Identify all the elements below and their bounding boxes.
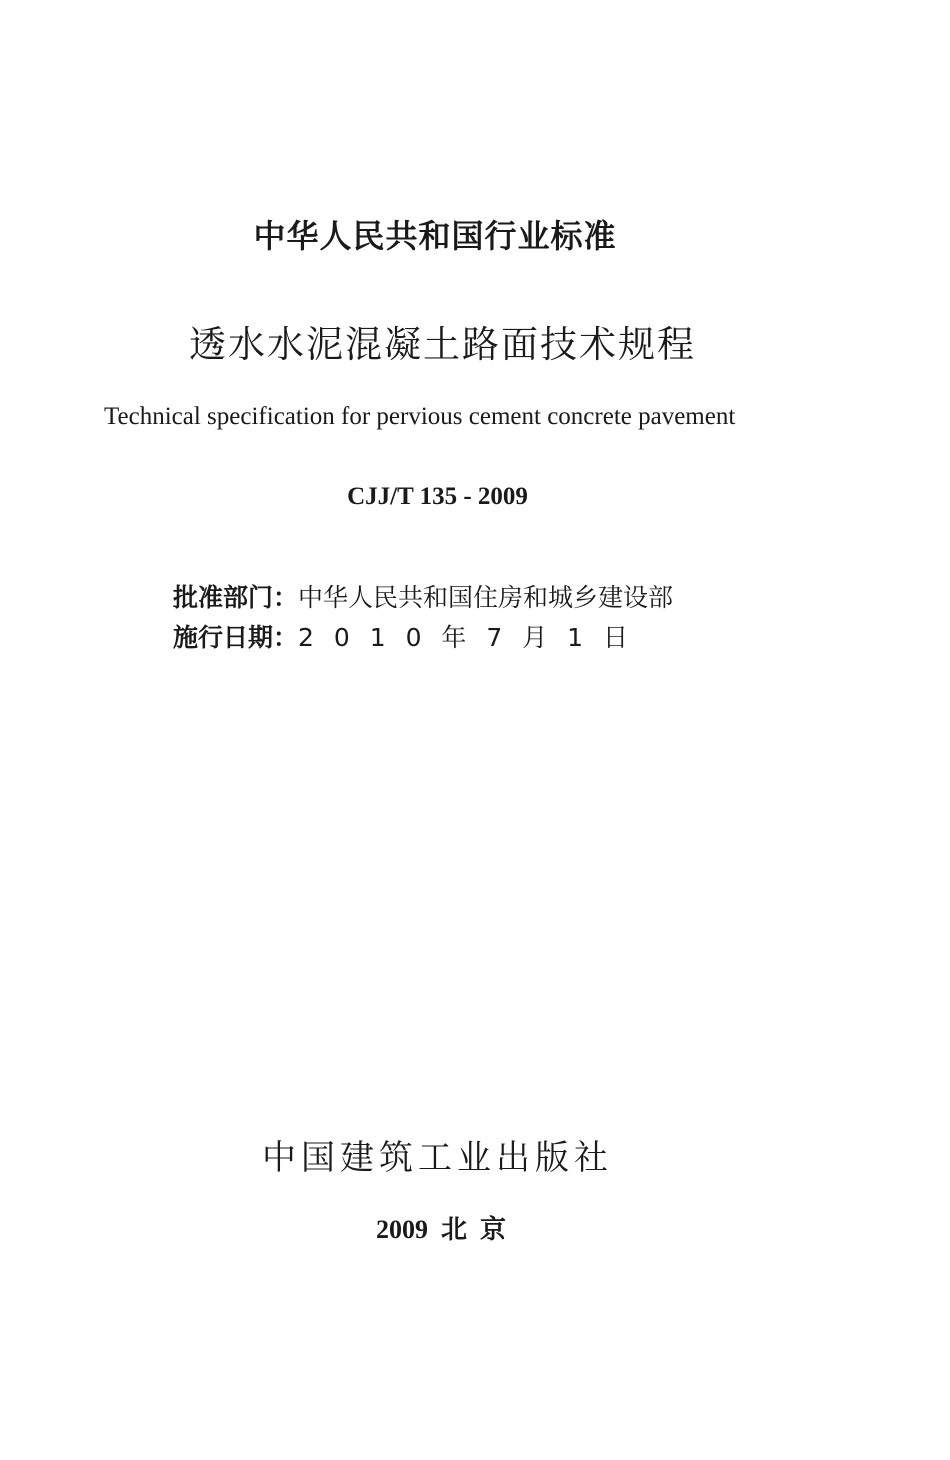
effective-date-label: 施行日期： (173, 623, 299, 652)
effective-date-line (173, 620, 634, 656)
document-title-chinese: 透水水泥混凝土路面技术规程 (189, 323, 696, 366)
approval-line (173, 580, 673, 616)
document-title-english: Technical specification for pervious cement concrete pavement (104, 403, 736, 430)
approval-label: 批准部门： (173, 583, 299, 612)
publication-place-year: 2009 北 京 (375, 1215, 506, 1244)
publisher-name: 中国建筑工业出版社 (262, 1138, 613, 1178)
approval-value: 中华人民共和国住房和城乡建设部 (298, 583, 674, 612)
effective-date-value: 2 0 1 0 年 7 月 1 日 (298, 623, 635, 652)
standard-type-heading: 中华人民共和国行业标准 (253, 217, 617, 255)
standard-code: CJJ/T 135 - 2009 (347, 483, 528, 510)
